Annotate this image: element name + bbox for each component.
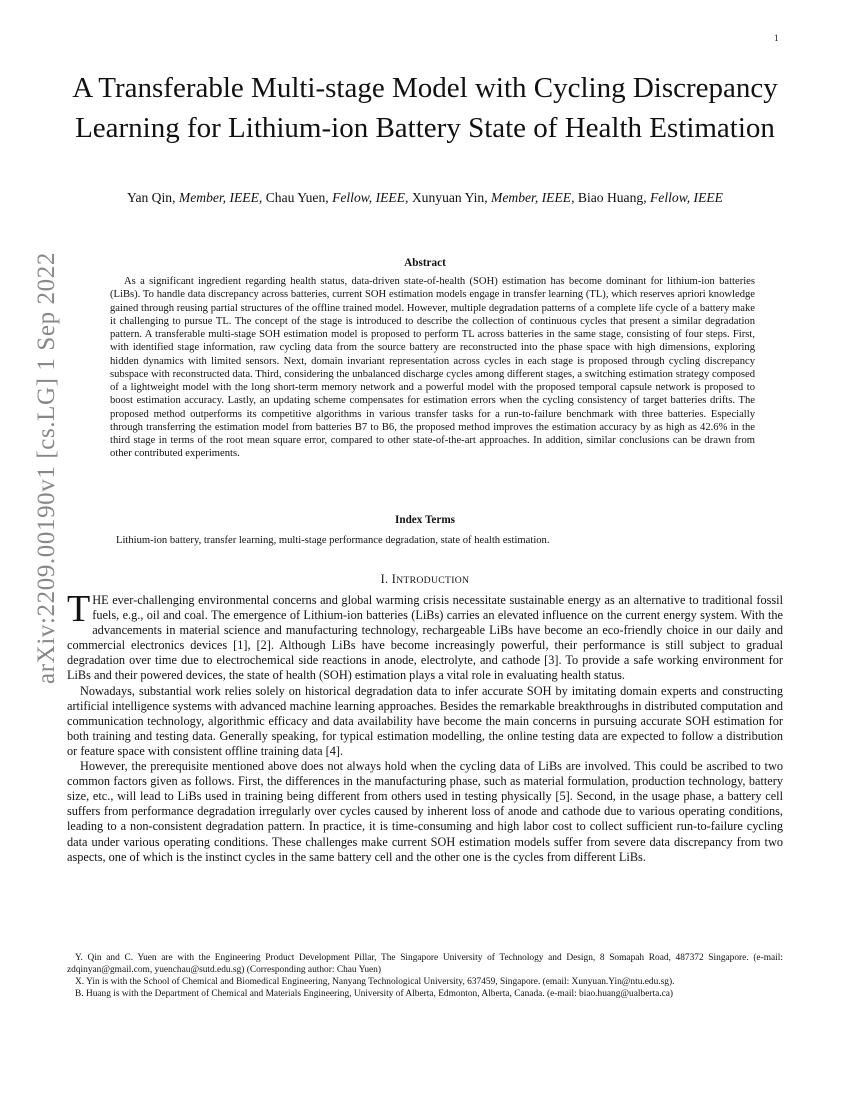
author-title: Member, IEEE, bbox=[491, 190, 575, 205]
drop-cap: T bbox=[67, 588, 91, 630]
heading-initial: I bbox=[391, 572, 397, 586]
author-name: Yan Qin, bbox=[127, 190, 176, 205]
intro-paragraph: Nowadays, substantial work relies solely on historical degradation data to infer accurate SOH by imitating domain experts and constructing artificial intelligence systems with advanced machine learning approaches. Besides the remarkable breakthroughs in distributed computation and communication technology, algorithmic efficacy and data availability have become the main concerns in pursuing accurate SOH estimation for both training and testing data. Generally speaking, for typical estimation modelling, the online testing data are expected to follow a distribution or feature space with consistent offline training data [4]. bbox=[67, 683, 783, 758]
author-footnotes bbox=[67, 953, 783, 1001]
introduction-heading bbox=[100, 572, 750, 587]
author-list bbox=[55, 190, 795, 206]
intro-paragraph bbox=[67, 588, 783, 684]
arxiv-identifier-text: arXiv:2209.00190v1 [cs.LG] 1 Sep 2022 bbox=[33, 252, 60, 684]
intro-paragraph: However, the prerequisite mentioned above does not always hold when the cycling data of LiBs are involved. This could be ascribed to two common factors given as follows. First, the differences in the manufacturing phase, such as material formulation, production technology, battery size, etc., will lead to LiBs used in training being different from others used in testing physically [5]. Second, in the usage phase, a battery cell suffers from performance degradation irregularly over cycles caused by inherent loss of anode and cathode due to various operating conditions, leading to a non-consistent degradation pattern. In practice, it is time-consuming and high labor cost to collect sufficient run-to-failure cycling data under various operating conditions. These challenges make current SOH estimation models suffer from severe data discrepancy from two aspects, one of which is the instinct cycles in the same battery cell and the other one is the cycles from different LiBs. bbox=[67, 759, 783, 864]
index-terms-text: Lithium-ion battery, transfer learning, multi-stage performance degradation, state of health estimation. bbox=[116, 535, 550, 546]
author-name: Chau Yuen, bbox=[265, 190, 329, 205]
author-name: Biao Huang, bbox=[577, 190, 647, 205]
author-title: Member, IEEE, bbox=[178, 190, 263, 205]
author-name: Xunyuan Yin, bbox=[411, 190, 488, 205]
footnote: Y. Qin and C. Yuen are with the Engineering Product Development Pillar, The Singapore University of Technology and Design, 8 Somapah Road, 487372 Singapore. (e-mail: zdqinyan@gmail.com, yuenchau@sutd.edu.sg) (Corresponding author: Chau Yuen) bbox=[67, 953, 783, 975]
page-number: 1 bbox=[774, 33, 779, 43]
abstract-text: As a significant ingredient regarding health status, data-driven state-of-health (SOH) estimation has become dominant for lithium-ion batteries (LiBs). To handle data discrepancy across batteries, current SOH estimation models engage in transfer learning (TL), which reserves apriori knowledge gained through reusing partial structures of the offline trained model. However, multiple degradation patterns of a complete life cycle of a battery make it challenging to pursue TL. The concept of the stage is introduced to describe the collection of continuous cycles that present a similar degradation pattern. A transferable multi-stage SOH estimation model is proposed to perform TL across batteries in the same stage, consisting of four steps. First, with identified stage information, raw cycling data from the source battery are reconstructed into the phase space with high dimensions, exploring hidden dynamics with limited sensors. Next, domain invariant representation across cycles in each stage is proposed through cycling discrepancy subspace with reconstructed data. Third, considering the unbalanced discharge cycles among different stages, a switching estimation strategy composed of a lightweight model with the long short-term memory network and a powerful model with the proposed temporal capsule network is proposed to boost estimation accuracy. Lastly, an updating scheme compensates for estimation errors when the cycling consistency of target batteries drifts. The proposed method outperforms its competitive algorithms in various transfer tasks for a run-to-failure benchmark with three batteries. Especially through transferring the estimation model from batteries B7 to B6, the proposed method improves the estimation accuracy by as high as 42.6% in the third stage in terms of the root mean square error, compared to other state-of-the-art approaches. In addition, similar conclusions can be drawn from other contributed experiments. bbox=[110, 276, 755, 460]
footnote: X. Yin is with the School of Chemical and Biomedical Engineering, Nanyang Technological University, 637459, Singapore. (email: Xunyuan.Yin@ntu.edu.sg). bbox=[75, 976, 675, 987]
index-terms-heading: Index Terms bbox=[395, 514, 455, 526]
section-number: I. bbox=[380, 572, 392, 586]
paper-title: A Transferable Multi-stage Model with Cycling Discrepancy Learning for Lithium-ion Battery State of Health Estimation bbox=[72, 72, 778, 144]
introduction-body bbox=[67, 588, 783, 865]
abstract-heading: Abstract bbox=[404, 257, 446, 269]
author-title: Fellow, IEEE, bbox=[332, 190, 409, 205]
author-title: Fellow, IEEE bbox=[650, 190, 723, 205]
intro-paragraph-text: HE ever-challenging environmental concerns and global warming crisis necessitate sustainable energy as an alternative to traditional fossil fuels, e.g., oil and coal. The emergence of Lithium-ion batteries (LiBs) carries an elevated influence on the current energy system. With the advancements in material science and manufacturing technology, rechargeable LiBs have become an eco-friendly choice in our daily and commercial electronics devices [1], [2]. Although LiBs have become increasingly powerful, their performance is still subject to gradual degradation over time due to electrochemical side reactions in anode, electrolyte, and cathode [3]. To provide a safe working environment for LiBs and their powered devices, the state of health (SOH) estimation plays a vital role in evaluating health status. bbox=[67, 593, 783, 683]
footnote: B. Huang is with the Department of Chemical and Materials Engineering, University of Alberta, Edmonton, Alberta, Canada. (e-mail: biao.huang@ualberta.ca) bbox=[75, 988, 674, 999]
heading-rest: NTRODUCTION bbox=[396, 575, 470, 586]
